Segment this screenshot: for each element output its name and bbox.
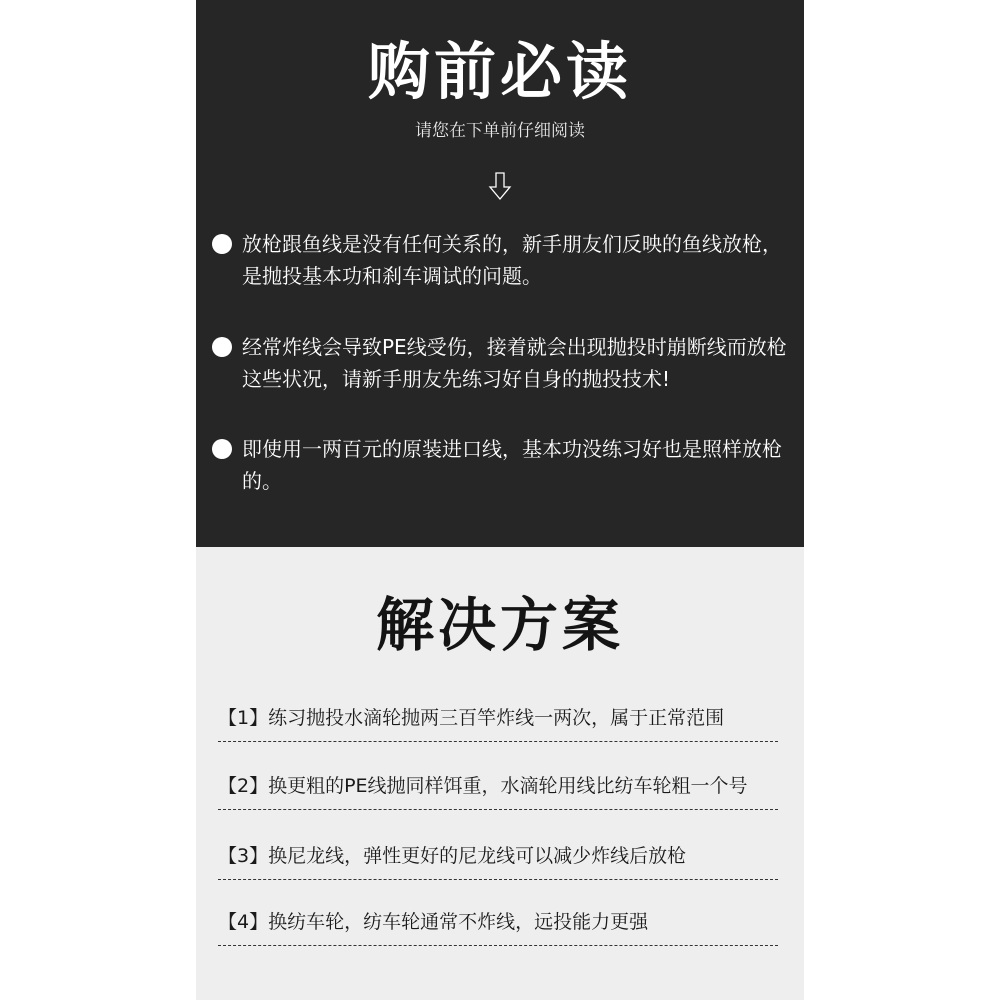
solutions-panel xyxy=(196,547,804,1000)
notice-item-text: 经常炸线会导致PE线受伤，接着就会出现抛投时崩断线而放枪这些状况，请新手朋友先练习好自身的抛投技术! xyxy=(242,335,787,391)
bullet-dot-icon xyxy=(212,439,232,459)
notice-item-text: 放枪跟鱼线是没有任何关系的，新手朋友们反映的鱼线放枪，是抛投基本功和刹车调试的问题。 xyxy=(242,232,782,288)
solution-item: 【3】换尼龙线，弹性更好的尼龙线可以减少炸线后放枪 xyxy=(218,839,778,880)
solution-item: 【4】换纺车轮，纺车轮通常不炸线，远投能力更强 xyxy=(218,905,778,946)
notice-subtitle: 请您在下单前仔细阅读 xyxy=(415,121,585,141)
notice-item-text: 即使用一两百元的原装进口线，基本功没练习好也是照样放枪的。 xyxy=(242,437,782,493)
bullet-dot-icon xyxy=(212,234,232,254)
content-column xyxy=(196,0,804,1000)
bullet-dot-icon xyxy=(212,337,232,357)
solution-item: 【1】练习抛投水滴轮抛两三百竿炸线一两次，属于正常范围 xyxy=(218,701,778,742)
pre-purchase-notice-panel xyxy=(196,0,804,547)
down-arrow-icon xyxy=(488,171,512,201)
solution-item: 【2】换更粗的PE线抛同样饵重，水滴轮用线比纺车轮粗一个号 xyxy=(218,769,778,810)
solutions-title: 解决方案 xyxy=(375,591,624,659)
notice-title: 购前必读 xyxy=(367,35,632,108)
